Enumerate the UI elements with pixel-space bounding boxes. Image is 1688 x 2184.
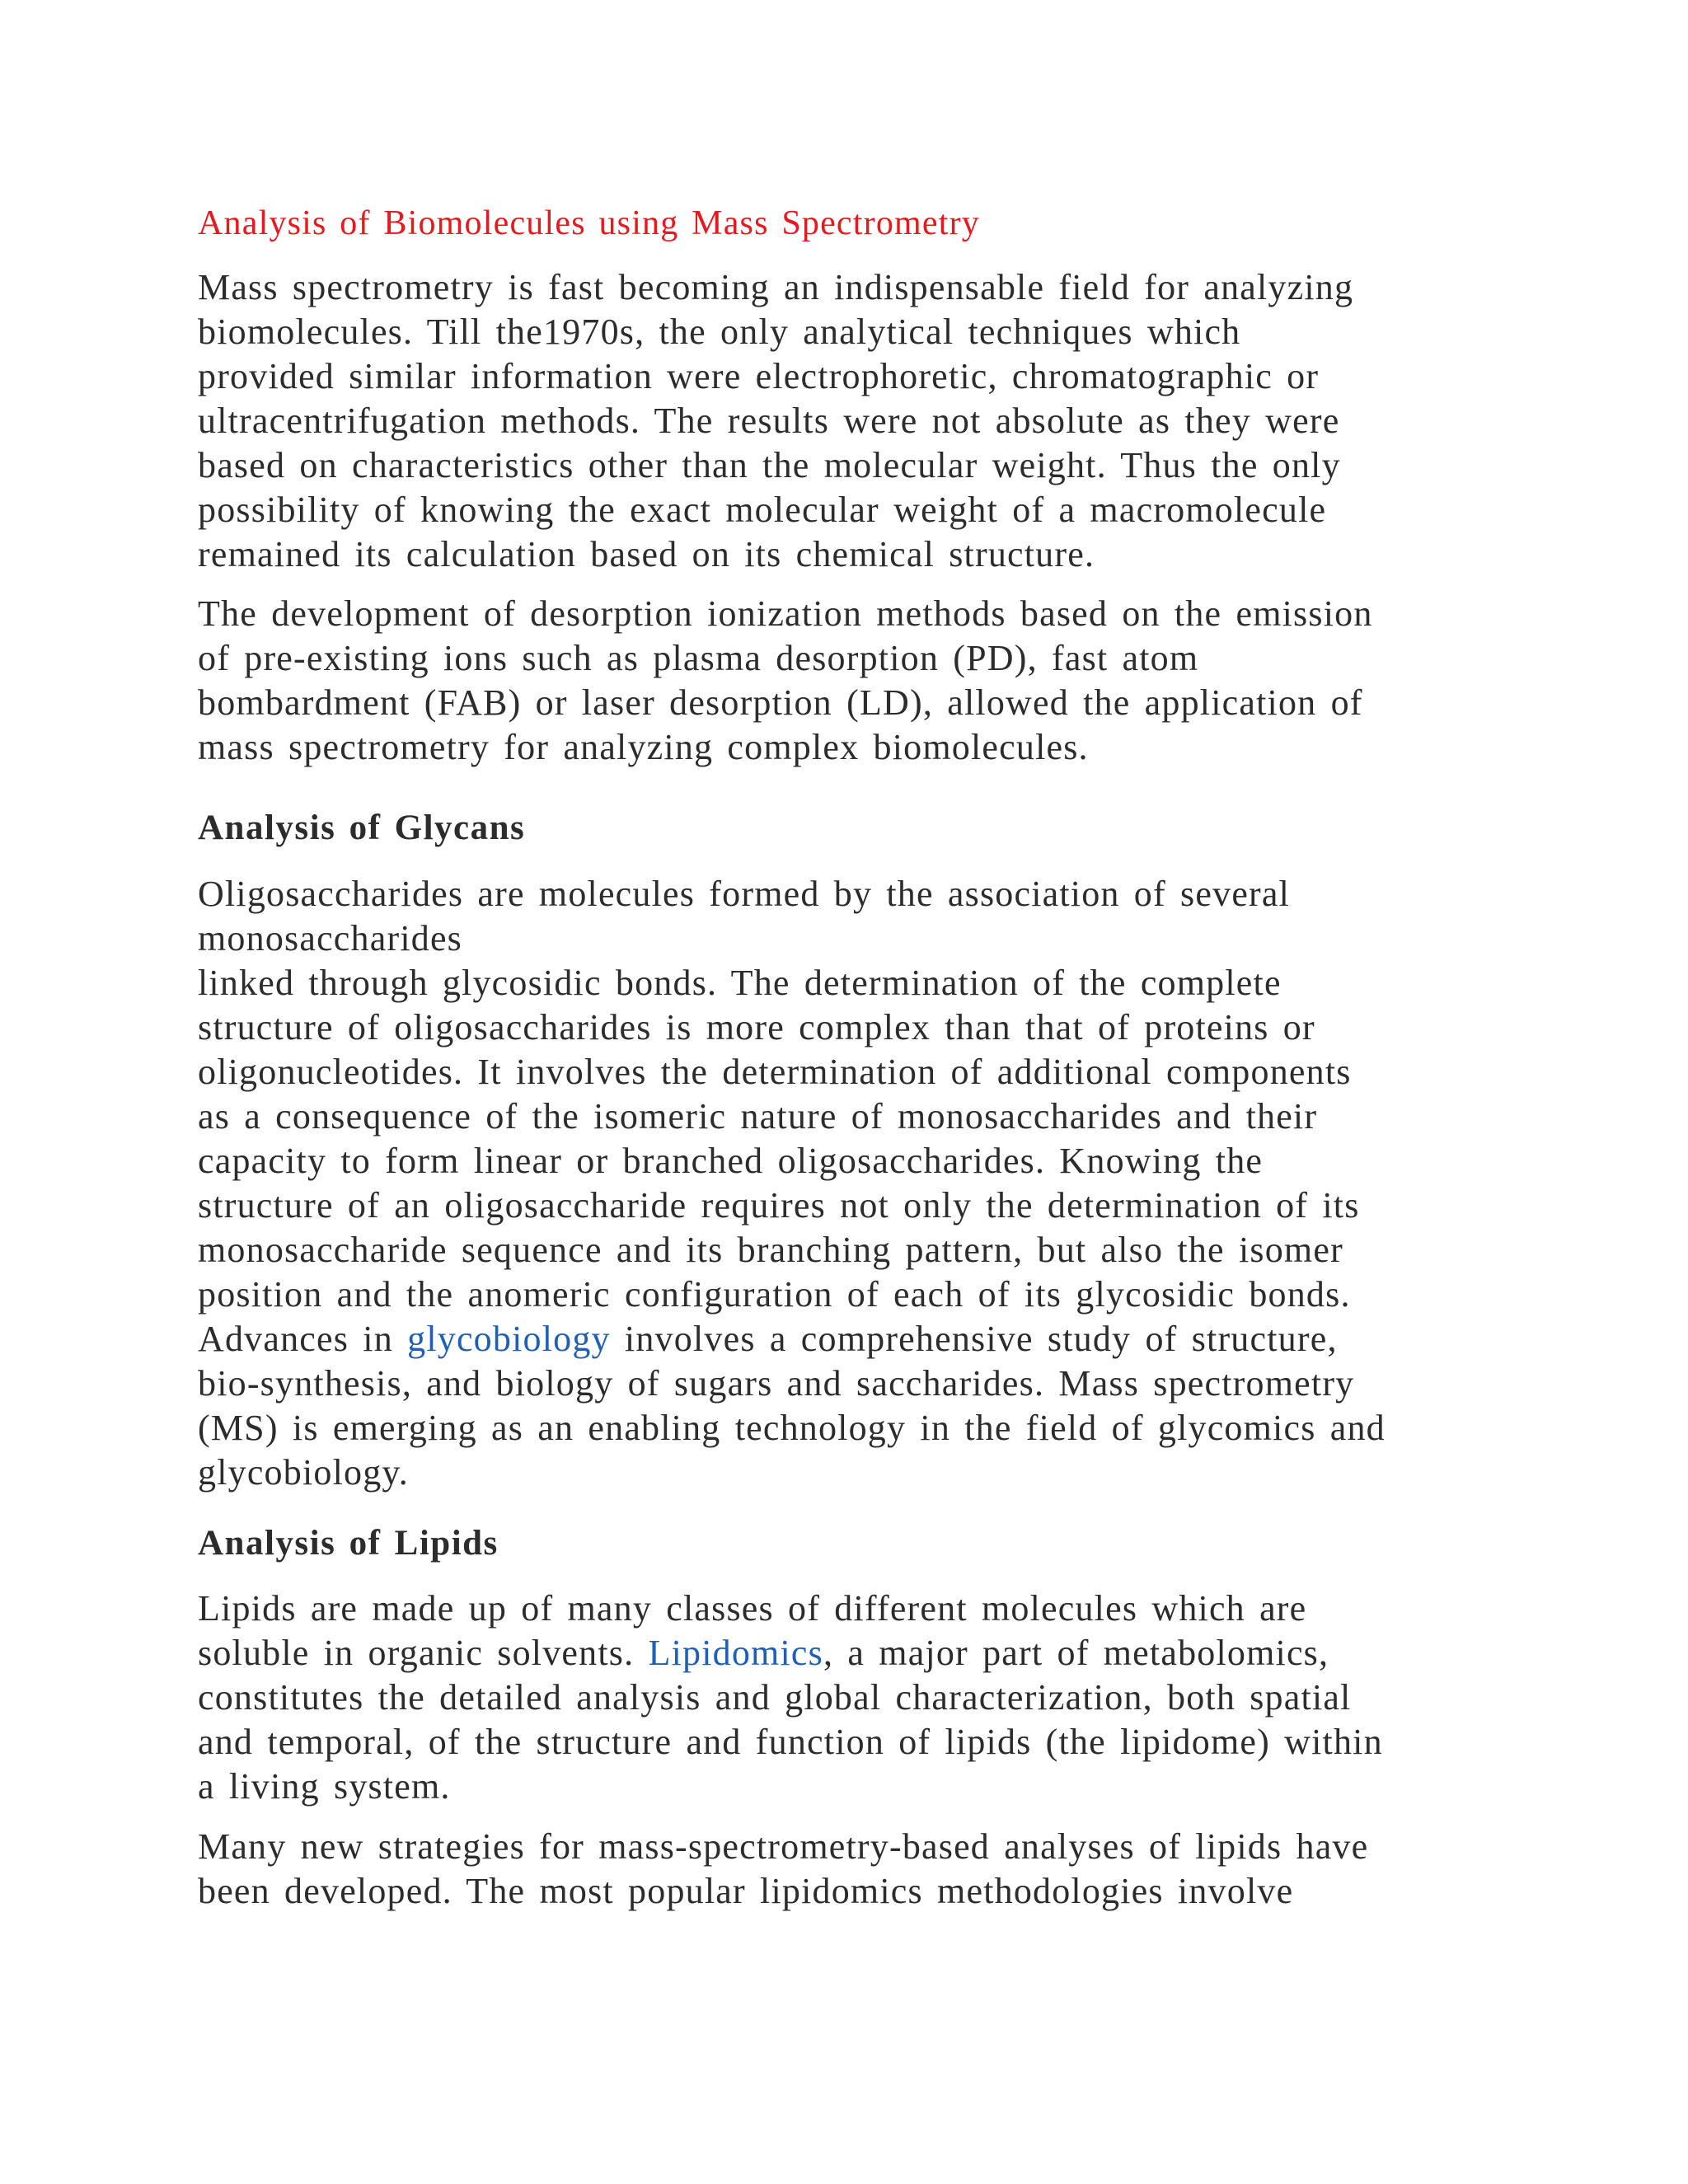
text-line: position and the anomeric configuration of each of its glycosidic bonds. — [198, 1274, 1351, 1315]
heading-glycans: Analysis of Glycans — [198, 808, 526, 847]
paragraph-lipid-strategies — [198, 1825, 1500, 1914]
text-line: constitutes the detailed analysis and global characterization, both spatial — [198, 1677, 1352, 1718]
text-line: capacity to form linear or branched oligosaccharides. Knowing the — [198, 1141, 1264, 1181]
text-line: Oligosaccharides are molecules formed by the association of several — [198, 874, 1291, 914]
text-line-with-link — [198, 1631, 1500, 1675]
text-line: (MS) is emerging as an enabling technology in the field of glycomics and — [198, 1408, 1386, 1448]
document-title: Analysis of Biomolecules using Mass Spectrometry — [198, 204, 980, 242]
text-line: bio-synthesis, and biology of sugars and saccharides. Mass spectrometry — [198, 1363, 1355, 1404]
text-line: biomolecules. Till the1970s, the only analytical techniques which — [198, 312, 1241, 352]
text-line: structure of oligosaccharides is more complex than that of proteins or — [198, 1007, 1315, 1047]
text-line: been developed. The most popular lipidomics methodologies involve — [198, 1871, 1294, 1911]
text-line: linked through glycosidic bonds. The determination of the complete — [198, 963, 1282, 1003]
lipidomics-link[interactable]: Lipidomics — [648, 1633, 823, 1673]
text-line: as a consequence of the isomeric nature of monosaccharides and their — [198, 1096, 1318, 1137]
heading-lipids: Analysis of Lipids — [198, 1524, 499, 1563]
text-line: possibility of knowing the exact molecular weight of a macromolecule — [198, 490, 1327, 530]
text-line: bombardment (FAB) or laser desorption (LD), allowed the application of — [198, 682, 1363, 723]
text-line: mass spectrometry for analyzing complex biomolecules. — [198, 727, 1089, 767]
text-line-with-link — [198, 1317, 1500, 1361]
glycobiology-link[interactable]: glycobiology — [407, 1319, 611, 1359]
link-prefix-text: Advances in — [198, 1319, 408, 1359]
text-line: remained its calculation based on its chemical structure. — [198, 534, 1095, 574]
paragraph-intro — [198, 265, 1500, 577]
link-suffix-text: , a major part of metabolomics, — [823, 1633, 1329, 1673]
text-line: Many new strategies for mass-spectrometry-based analyses of lipids have — [198, 1826, 1369, 1867]
paragraph-lipids — [198, 1586, 1500, 1809]
text-line: and temporal, of the structure and function of lipids (the lipidome) within — [198, 1722, 1383, 1762]
text-line: glycobiology. — [198, 1452, 409, 1493]
text-line: based on characteristics other than the molecular weight. Thus the only — [198, 445, 1341, 485]
link-suffix-text: involves a comprehensive study of structure, — [610, 1319, 1338, 1359]
text-line: of pre-existing ions such as plasma desorption (PD), fast atom — [198, 638, 1199, 678]
text-line: Mass spectrometry is fast becoming an indispensable field for analyzing — [198, 267, 1354, 307]
text-line: a living system. — [198, 1766, 451, 1807]
link-prefix-text: soluble in organic solvents. — [198, 1633, 649, 1673]
paragraph-desorption — [198, 592, 1500, 770]
document-page — [198, 0, 1484, 2184]
text-line: monosaccharide sequence and its branching pattern, but also the isomer — [198, 1230, 1343, 1270]
text-line: structure of an oligosaccharide requires not only the determination of its — [198, 1185, 1360, 1226]
text-line: The development of desorption ionization methods based on the emission — [198, 593, 1373, 634]
text-line: Lipids are made up of many classes of different molecules which are — [198, 1588, 1307, 1629]
text-line: monosaccharides — [198, 918, 462, 958]
paragraph-glycans — [198, 872, 1500, 1495]
text-line: oligonucleotides. It involves the determination of additional components — [198, 1052, 1352, 1092]
text-line: ultracentrifugation methods. The results were not absolute as they were — [198, 401, 1340, 441]
text-line: provided similar information were electrophoretic, chromatographic or — [198, 356, 1320, 396]
